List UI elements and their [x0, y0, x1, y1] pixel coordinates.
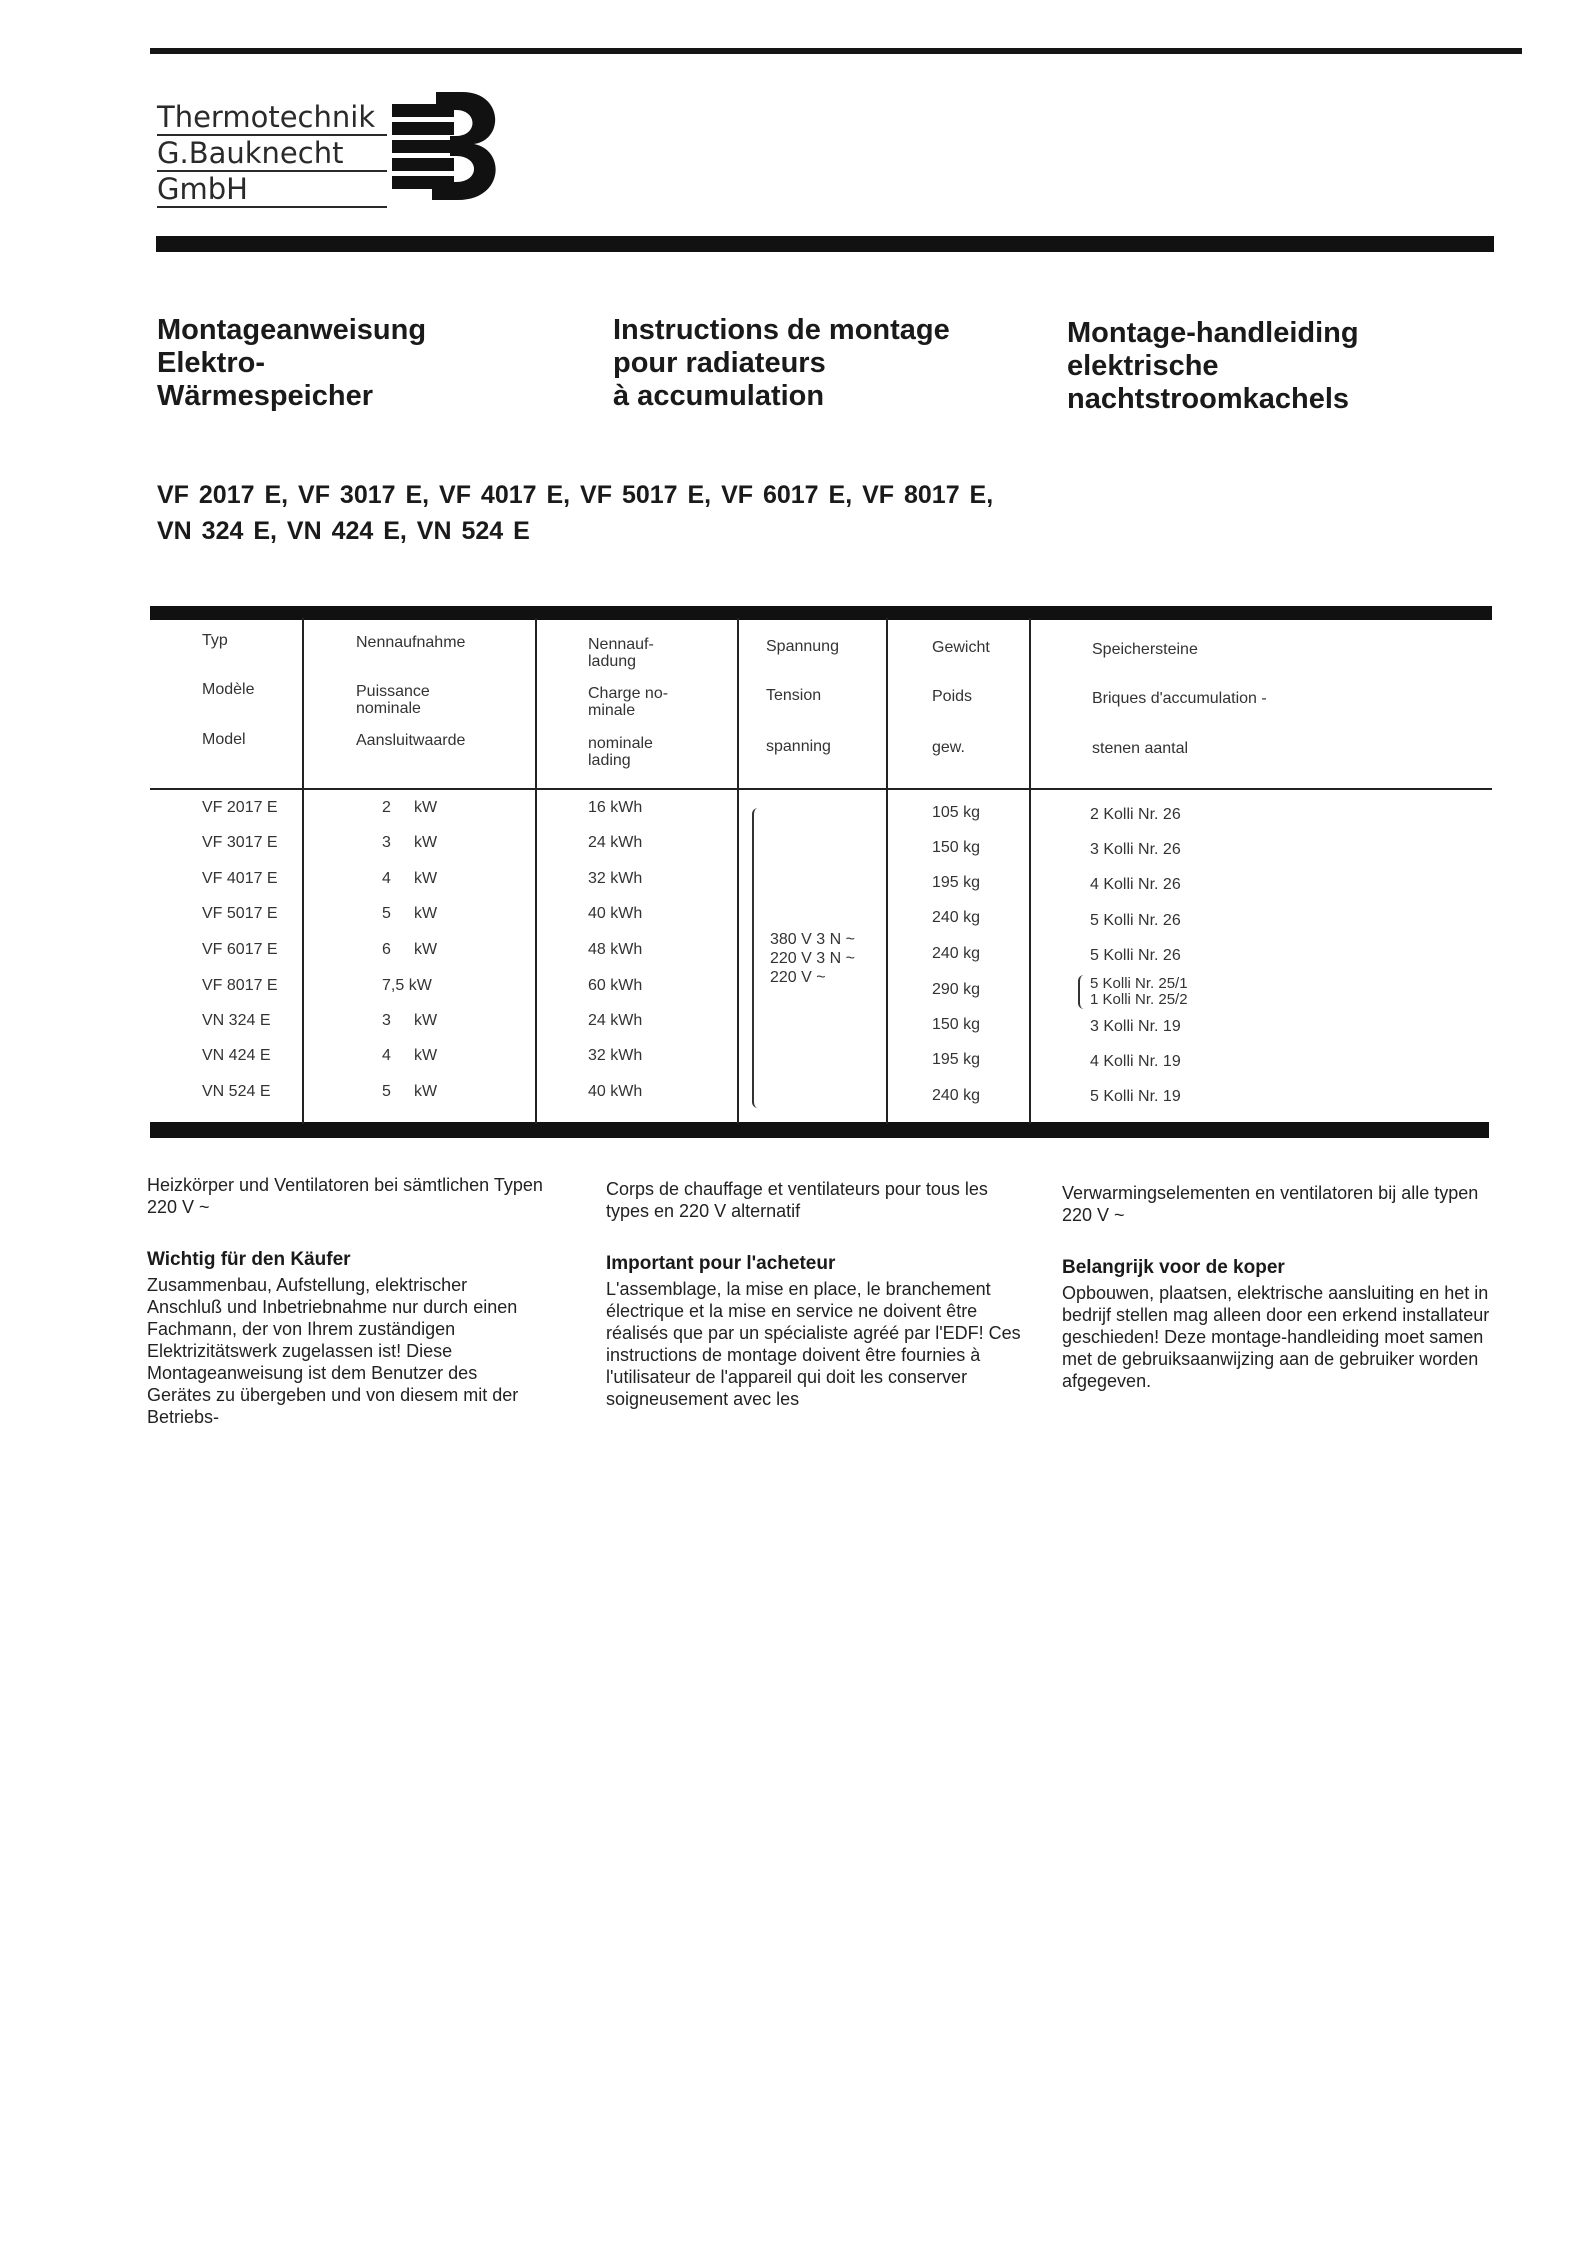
- company-name: [157, 100, 387, 208]
- top-rule: [150, 48, 1522, 54]
- cell-weight: 240 kg: [932, 1087, 981, 1104]
- company-line-1: Thermotechnik: [157, 100, 387, 136]
- cell-type: VF 2017 E: [202, 799, 278, 816]
- cell-bricks: 5 Kolli Nr. 26: [1090, 912, 1181, 929]
- cell-weight: 195 kg: [932, 874, 981, 891]
- title-nl: [1067, 317, 1359, 416]
- column-divider: [302, 618, 304, 1124]
- fan-note-de: Heizkörper und Ventilatoren bei sämtlichen Typen 220 V ~: [147, 1175, 543, 1217]
- header-briques: Briques d'accumulation -: [1092, 690, 1267, 707]
- title-nl-line: Montage-handleiding: [1067, 317, 1359, 349]
- header-aansluitwaarde: Aansluitwaarde: [356, 732, 466, 749]
- cell-power-unit: kW: [414, 1047, 438, 1064]
- cell-bricks: 1 Kolli Nr. 25/2: [1090, 991, 1188, 1008]
- cell-power-value: 3: [382, 1012, 391, 1029]
- header-modele: Modèle: [202, 681, 255, 698]
- cell-charge: 32 kWh: [588, 870, 643, 887]
- header-lading: nominale lading: [588, 735, 653, 769]
- cell-power-unit: kW: [414, 905, 438, 922]
- title-fr-line: à accumulation: [613, 380, 825, 412]
- voltage-line: 380 V 3 N ~: [770, 931, 855, 948]
- column-divider: [737, 618, 739, 1124]
- model-list-line-2: VN 324 E, VN 424 E, VN 524 E: [157, 517, 530, 545]
- column-divider: [886, 618, 888, 1124]
- cell-weight: 150 kg: [932, 1016, 981, 1033]
- cell-charge: 48 kWh: [588, 941, 643, 958]
- cell-power-value: 5: [382, 1083, 391, 1100]
- cell-type: VF 8017 E: [202, 977, 278, 994]
- body-de: Zusammenbau, Aufstellung, elektrischer Anschluß und Inbetriebnahme nur durch einen Fachmann, der von Ihrem zuständigen Elektrizitätswerk zugelassen ist! Diese Montageanweisung ist dem Benutzer des Gerätes zu übergeben und von diesem mit der Betriebs-: [147, 1275, 519, 1427]
- voltage-line: 220 V ~: [770, 969, 826, 986]
- cell-weight: 290 kg: [932, 981, 981, 998]
- cell-power-value: 5: [382, 905, 391, 922]
- voltage-brace: [752, 808, 762, 1108]
- title-nl-line: nachtstroomkachels: [1067, 383, 1350, 415]
- column-divider: [535, 618, 537, 1124]
- cell-power-unit: kW: [414, 941, 438, 958]
- cell-charge: 16 kWh: [588, 799, 643, 816]
- cell-bricks: 5 Kolli Nr. 19: [1090, 1088, 1181, 1105]
- column-divider: [1029, 618, 1031, 1124]
- cell-weight: 240 kg: [932, 945, 981, 962]
- cell-weight: 105 kg: [932, 804, 981, 821]
- header-charge: Charge no-minale: [588, 685, 669, 719]
- header-speichersteine: Speichersteine: [1092, 641, 1198, 658]
- cell-power-unit: kW: [414, 870, 438, 887]
- cell-charge: 40 kWh: [588, 1083, 643, 1100]
- cell-bricks: 5 Kolli Nr. 25/1: [1090, 975, 1188, 992]
- heading-fr: Important pour l'acheteur: [606, 1253, 836, 1274]
- title-fr-line: pour radiateurs: [613, 347, 826, 379]
- cell-bricks: 3 Kolli Nr. 19: [1090, 1018, 1181, 1035]
- cell-power-value: 2: [382, 799, 391, 816]
- cell-power-unit: kW: [414, 834, 438, 851]
- header-rule: [156, 236, 1494, 252]
- cell-charge: 32 kWh: [588, 1047, 643, 1064]
- cell-type: VF 3017 E: [202, 834, 278, 851]
- cell-charge: 24 kWh: [588, 1012, 643, 1029]
- table-top-rule: [150, 606, 1492, 620]
- fan-note-nl: Verwarmingselementen en ventilatoren bij alle typen 220 V ~: [1062, 1183, 1479, 1225]
- cell-weight: 150 kg: [932, 839, 981, 856]
- header-gewicht: Gewicht: [932, 639, 990, 656]
- table-bottom-rule: [150, 1122, 1489, 1138]
- cell-type: VN 324 E: [202, 1012, 271, 1029]
- cell-charge: 40 kWh: [588, 905, 643, 922]
- cell-power-value: 4: [382, 870, 391, 887]
- header-nennaufnahme: Nennaufnahme: [356, 634, 466, 651]
- cell-weight: 240 kg: [932, 909, 981, 926]
- cell-charge: 24 kWh: [588, 834, 643, 851]
- cell-type: VF 5017 E: [202, 905, 278, 922]
- cell-type: VF 4017 E: [202, 870, 278, 887]
- model-list: [157, 477, 993, 549]
- cell-bricks: 5 Kolli Nr. 26: [1090, 947, 1181, 964]
- body-fr: L'assemblage, la mise en place, le branchement électrique et la mise en service ne doivent être réalisés que par un spécialiste agréé par l'EDF! Ces instructions de montage doivent être fournies à l'utilisateur de l'appareil qui doit les conserver soigneusement avec les: [606, 1279, 1021, 1409]
- fan-note-fr: Corps de chauffage et ventilateurs pour tous les types en 220 V alternatif: [606, 1179, 988, 1221]
- cell-bricks: 4 Kolli Nr. 19: [1090, 1053, 1181, 1070]
- cell-type: VN 524 E: [202, 1083, 271, 1100]
- title-nl-line: elektrische: [1067, 350, 1219, 382]
- body-nl: Opbouwen, plaatsen, elektrische aansluiting en het in bedrijf stellen mag alleen door een erkend installateur geschieden! Deze montage-handleiding moet samen met de gebruiksaanwijzing aan de gebruiker worden afgegeven.: [1062, 1283, 1490, 1391]
- company-line-3: GmbH: [157, 172, 387, 208]
- header-typ: Typ: [202, 632, 228, 649]
- header-puissance: Puissance nominale: [356, 683, 430, 717]
- header-model: Model: [202, 731, 246, 748]
- title-fr-line: Instructions de montage: [613, 314, 950, 346]
- model-list-line-1: VF 2017 E, VF 3017 E, VF 4017 E, VF 5017 E, VF 6017 E, VF 8017 E,: [157, 481, 994, 509]
- header-gew: gew.: [932, 739, 965, 756]
- title-fr: [613, 314, 950, 413]
- cell-bricks: 3 Kolli Nr. 26: [1090, 841, 1181, 858]
- cell-power-value: 7,5 kW: [382, 977, 432, 994]
- cell-power-value: 3: [382, 834, 391, 851]
- table-header-rule: [150, 788, 1492, 790]
- cell-power-value: 4: [382, 1047, 391, 1064]
- heading-de: Wichtig für den Käufer: [147, 1249, 351, 1270]
- header-nennaufladung: Nennauf-ladung: [588, 636, 654, 670]
- bauknecht-logo-icon: [392, 92, 504, 200]
- company-line-2: G.Bauknecht: [157, 136, 387, 172]
- heading-nl: Belangrijk voor de koper: [1062, 1257, 1285, 1278]
- cell-power-unit: kW: [414, 1012, 438, 1029]
- header-stenen: stenen aantal: [1092, 740, 1189, 757]
- cell-power-value: 6: [382, 941, 391, 958]
- cell-power-unit: kW: [414, 1083, 438, 1100]
- header-spanning: spanning: [766, 738, 831, 755]
- cell-type: VN 424 E: [202, 1047, 271, 1064]
- voltage-values: [770, 930, 855, 987]
- header-spannung: Spannung: [766, 638, 839, 655]
- cell-bricks: 2 Kolli Nr. 26: [1090, 806, 1181, 823]
- cell-power-unit: kW: [414, 799, 438, 816]
- title-de: [157, 314, 426, 413]
- cell-bricks: 4 Kolli Nr. 26: [1090, 876, 1181, 893]
- title-de-line: Wärmespeicher: [157, 380, 373, 412]
- cell-weight: 195 kg: [932, 1051, 981, 1068]
- title-de-line: Montageanweisung: [157, 314, 427, 346]
- cell-type: VF 6017 E: [202, 941, 278, 958]
- header-tension: Tension: [766, 687, 822, 704]
- header-poids: Poids: [932, 688, 973, 705]
- voltage-line: 220 V 3 N ~: [770, 950, 855, 967]
- cell-charge: 60 kWh: [588, 977, 643, 994]
- kolli-brace: [1078, 975, 1086, 1009]
- title-de-line: Elektro-: [157, 347, 265, 379]
